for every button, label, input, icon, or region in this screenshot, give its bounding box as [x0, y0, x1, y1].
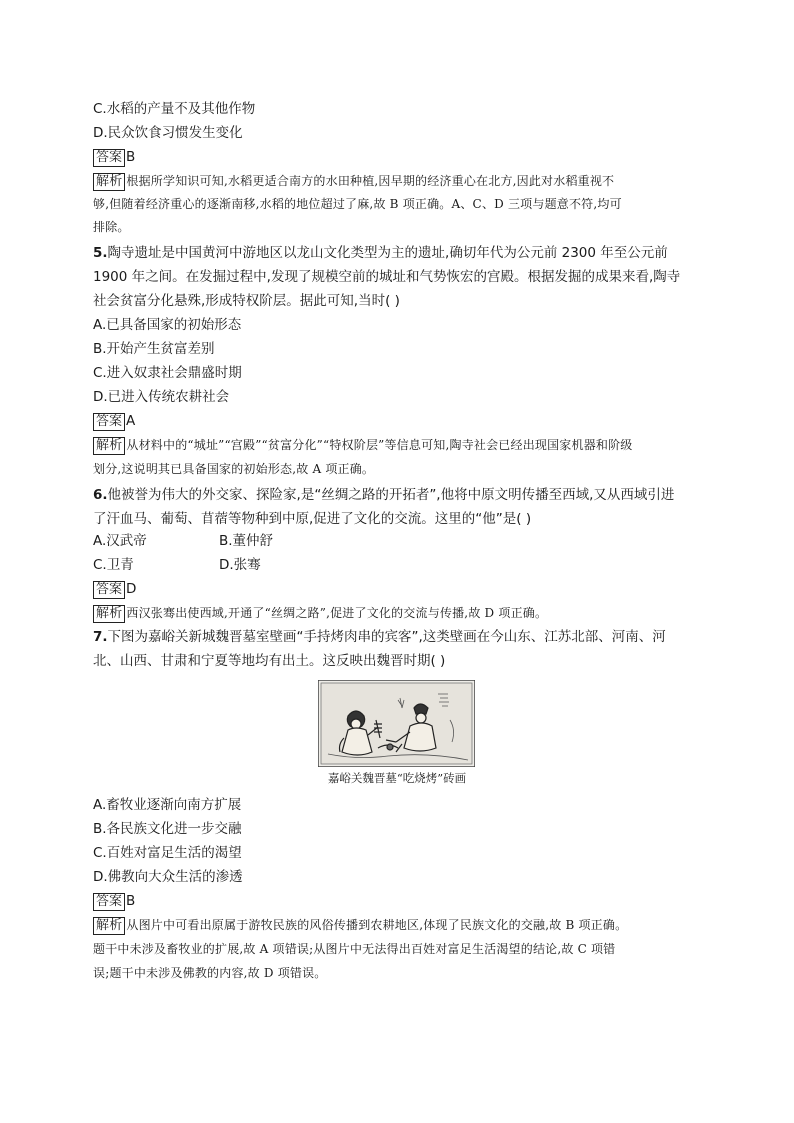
q5-option-a: A.已具备国家的初始形态: [93, 317, 242, 333]
question-number: 6.: [93, 487, 108, 503]
question-number: 7.: [93, 629, 108, 645]
answer-value: B: [126, 893, 136, 909]
q5-stem-line-2: 1900 年之间。在发掘过程中,发现了规模空前的城址和气势恢宏的宫殿。根据发掘的成果来看,陶寺: [93, 269, 681, 285]
q6-analysis-line-1: [93, 604, 547, 623]
q7-option-c: C.百姓对富足生活的渴望: [93, 845, 242, 861]
answer-tag: 答案: [93, 413, 125, 431]
q4-option-c: C.水稻的产量不及其他作物: [93, 101, 256, 117]
analysis-text: 从图片中可看出原属于游牧民族的风俗传播到农耕地区,体现了民族文化的交融,故 B 项正确。: [126, 918, 628, 932]
q4-answer: [93, 148, 135, 167]
stem-text: 他被誉为伟大的外交家、探险家,是“丝绸之路的开拓者”,他将中原文明传播至西域,又从西域引进: [107, 487, 675, 503]
q6-stem-line-2: 了汗血马、葡萄、苜蓿等物种到中原,促进了文化的交流。这里的“他”是( ): [93, 511, 532, 527]
q6-option-a: A.汉武帝: [93, 533, 147, 549]
q7-analysis-line-1: [93, 916, 627, 935]
answer-tag: 答案: [93, 581, 125, 599]
q5-answer: [93, 412, 135, 431]
q6-option-b: B.董仲舒: [219, 533, 274, 549]
q5-option-d: D.已进入传统农耕社会: [93, 389, 230, 405]
q5-stem-line-3: 社会贫富分化悬殊,形成特权阶层。据此可知,当时( ): [93, 293, 400, 309]
stem-text: 陶寺遗址是中国黄河中游地区以龙山文化类型为主的遗址,确切年代为公元前 2300 年至公元前: [107, 245, 668, 261]
q4-option-d: D.民众饮食习惯发生变化: [93, 125, 243, 141]
analysis-text: 西汉张骞出使西域,开通了“丝绸之路”,促进了文化的交流与传播,故 D 项正确。: [126, 606, 548, 620]
q7-stem-line-2: 北、山西、甘肃和宁夏等地均有出土。这反映出魏晋时期( ): [93, 653, 446, 669]
q7-stem-line-1: [93, 628, 666, 646]
answer-tag: 答案: [93, 149, 125, 167]
q6-options-row-2: [93, 556, 393, 574]
q7-answer: [93, 892, 135, 911]
analysis-text: 从材料中的“城址”“宫殿”“贫富分化”“特权阶层”等信息可知,陶寺社会已经出现国家机器和阶级: [126, 438, 633, 452]
q4-analysis-line-2: 够,但随着经济重心的逐渐南移,水稻的地位超过了麻,故 B 项正确。A、C、D 三项与题意不符,均可: [93, 197, 622, 211]
answer-value: B: [126, 149, 136, 165]
stem-text: 下图为嘉峪关新城魏晋墓室壁画“手持烤肉串的宾客”,这类壁画在今山东、江苏北部、河南、河: [107, 629, 666, 645]
q6-option-c: C.卫青: [93, 557, 134, 573]
q6-stem-line-1: [93, 486, 674, 504]
mural-figure: [318, 680, 475, 767]
answer-value: D: [126, 581, 137, 597]
q7-option-a: A.畜牧业逐渐向南方扩展: [93, 797, 242, 813]
q5-analysis-line-1: [93, 436, 633, 455]
q6-answer: [93, 580, 136, 599]
q5-analysis-line-2: 划分,这说明其已具备国家的初始形态,故 A 项正确。: [93, 462, 375, 476]
q7-option-b: B.各民族文化进一步交融: [93, 821, 242, 837]
q7-analysis-line-2: 题干中未涉及畜牧业的扩展,故 A 项错误;从图片中无法得出百姓对富足生活渴望的结论,故 C 项错: [93, 942, 616, 956]
analysis-tag: 解析: [93, 173, 125, 191]
answer-value: A: [126, 413, 136, 429]
q4-analysis-line-3: 排除。: [93, 220, 130, 234]
analysis-tag: 解析: [93, 917, 125, 935]
q4-analysis-line-1: [93, 172, 614, 191]
q6-options-row-1: [93, 532, 274, 550]
q6-option-d: D.张骞: [219, 557, 261, 573]
analysis-tag: 解析: [93, 437, 125, 455]
analysis-tag: 解析: [93, 605, 125, 623]
analysis-text: 根据所学知识可知,水稻更适合南方的水田种植,因早期的经济重心在北方,因此对水稻重视不: [126, 174, 615, 188]
figure-caption: 嘉峪关魏晋墓“吃烧烤”砖画: [327, 771, 467, 785]
q5-option-b: B.开始产生贫富差别: [93, 341, 215, 357]
q5-option-c: C.进入奴隶社会鼎盛时期: [93, 365, 242, 381]
q5-stem-line-1: [93, 244, 668, 262]
q7-analysis-line-3: 误;题干中未涉及佛教的内容,故 D 项错误。: [93, 966, 327, 980]
q7-option-d: D.佛教向大众生活的渗透: [93, 869, 243, 885]
answer-tag: 答案: [93, 893, 125, 911]
question-number: 5.: [93, 245, 108, 261]
